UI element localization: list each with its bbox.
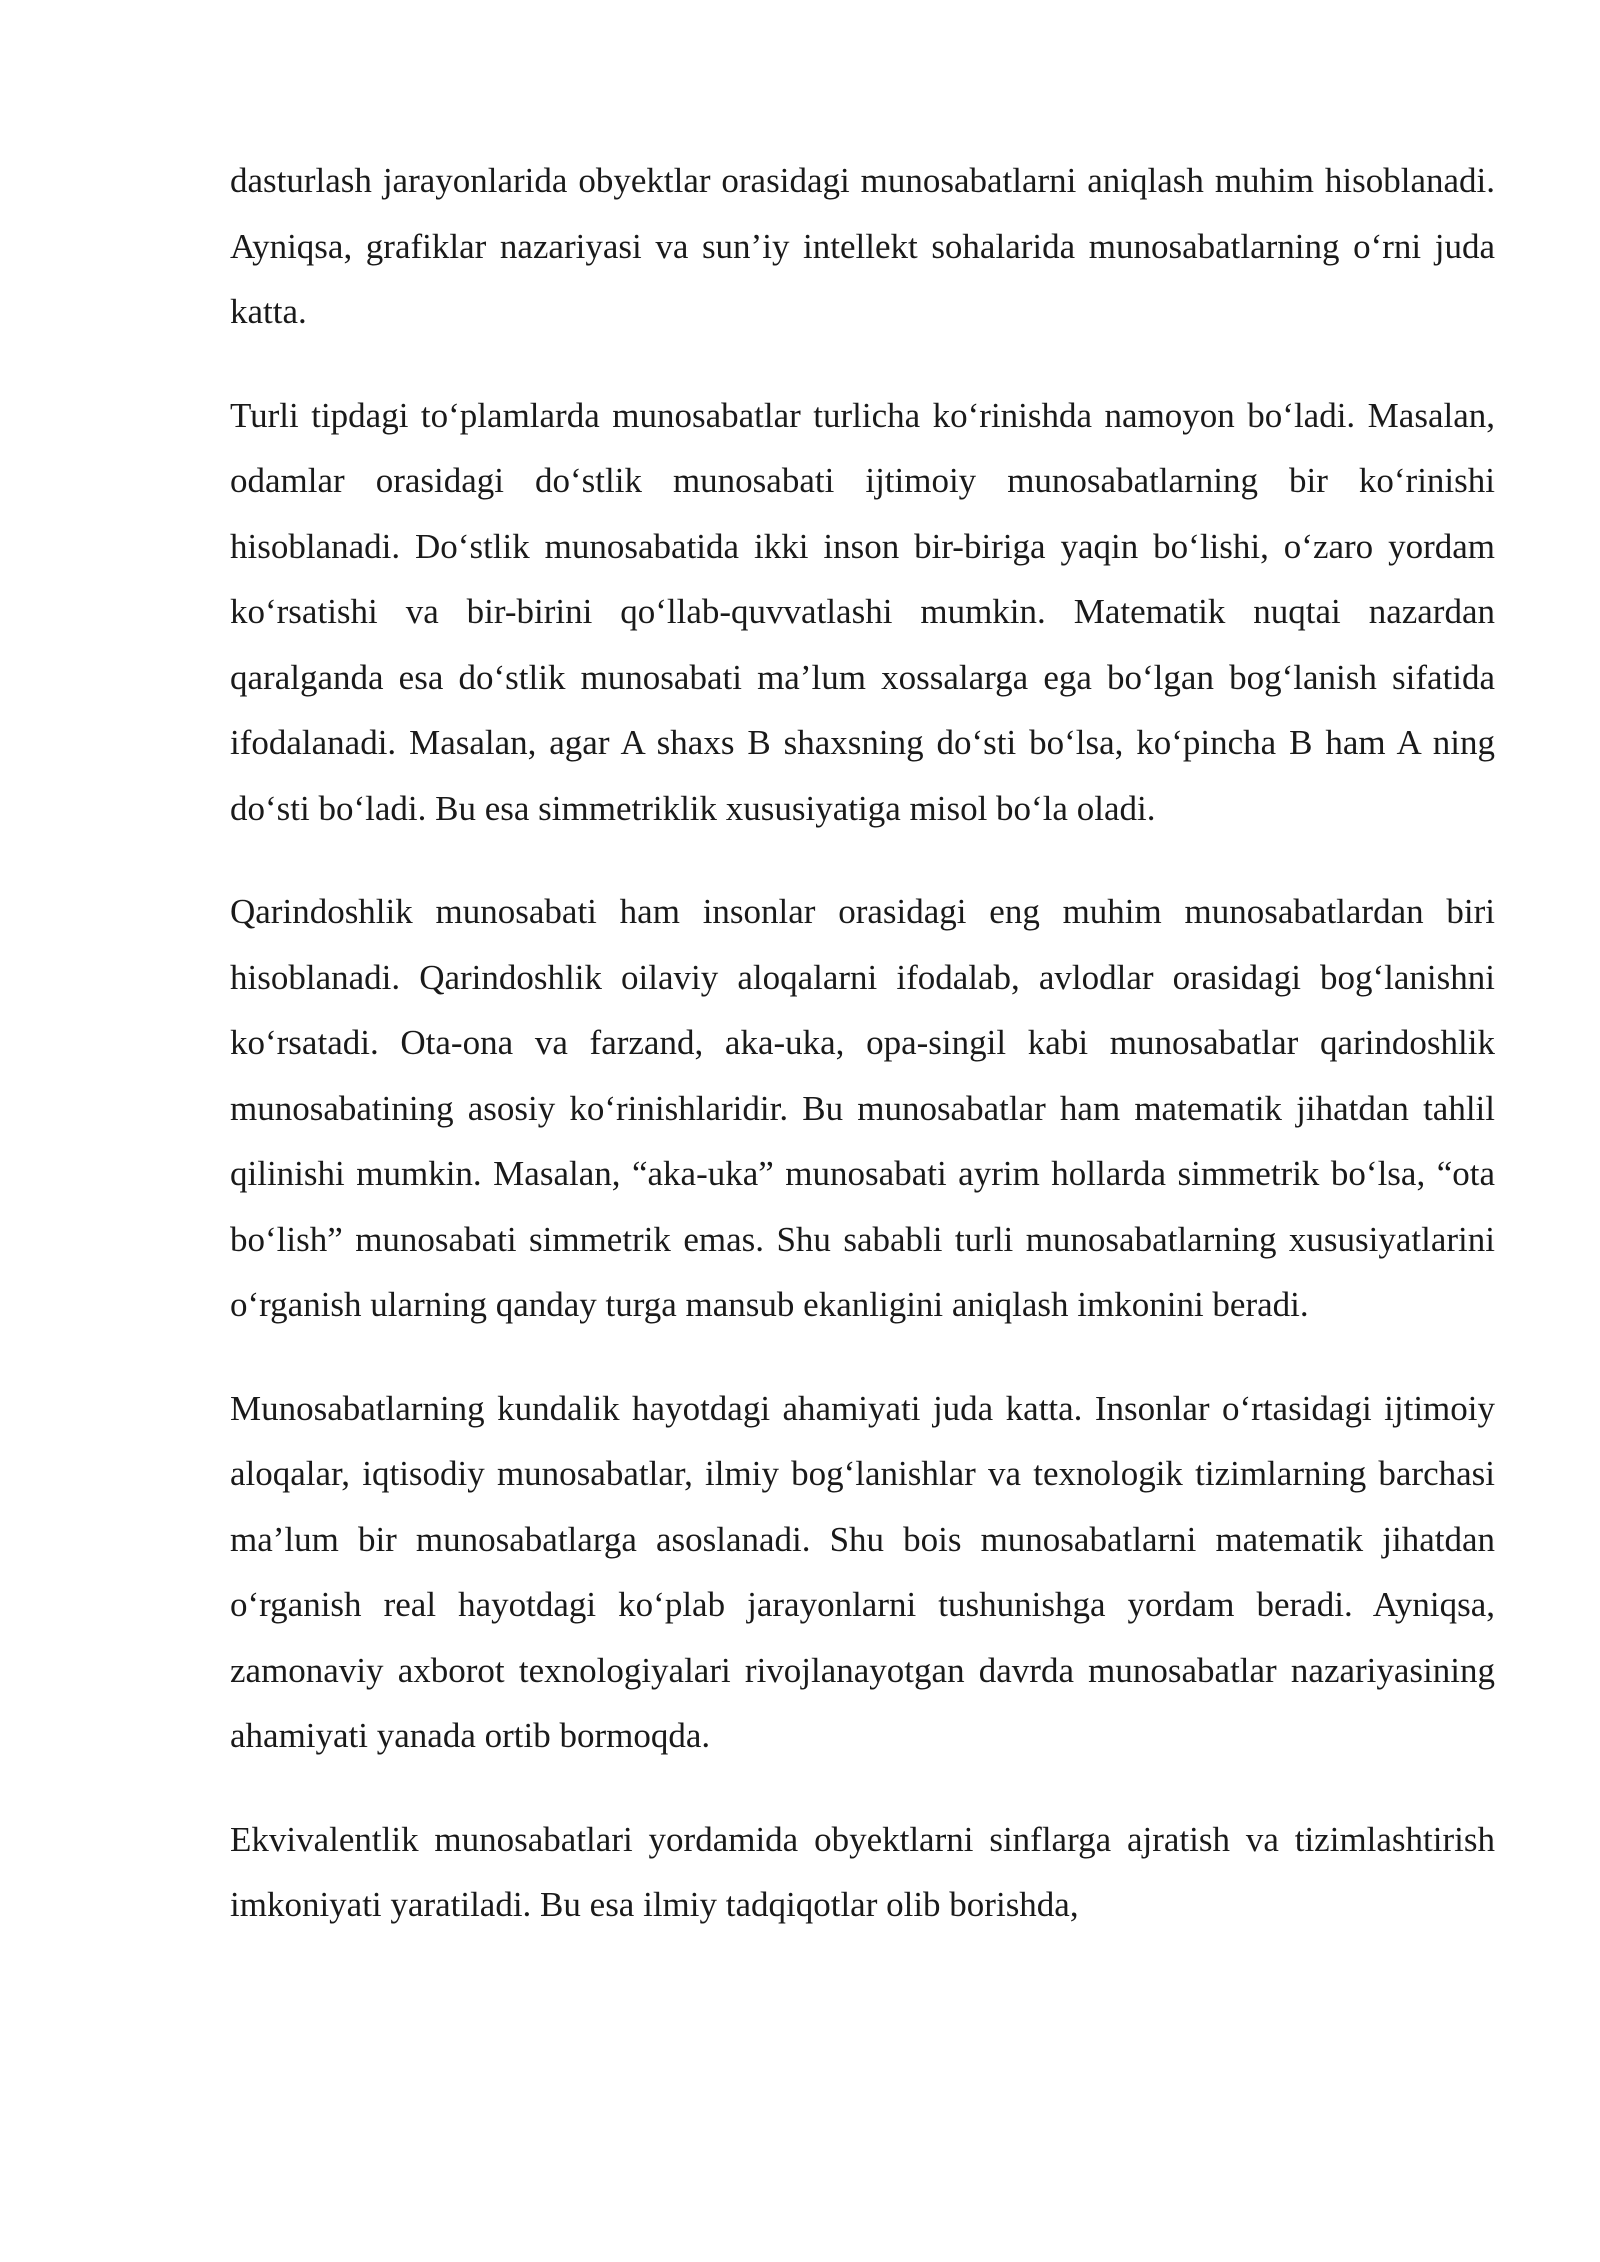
paragraph: Munosabatlarning kundalik hayotdagi ahamiyati juda katta. Insonlar o‘rtasidagi ijtimoiy aloqalar, iqtisodiy munosabatlar, ilmiy bog‘lanishlar va texnologik tizimlarning barchasi ma’lum bir munosabatlarga asoslanadi. Shu bois munosabatlarni matematik jihatdan o‘rganish real hayotdagi ko‘plab jarayonlarni tushunishga yordam beradi. Ayniqsa, zamonaviy axborot texnologiyalari rivojlanayotgan davrda munosabatlar nazariyasining ahamiyati yanada ortib bormoqda. [230, 1388, 1495, 1755]
paragraph: Ekvivalentlik munosabatlari yordamida obyektlarni sinflarga ajratish va tizimlashtirish imkoniyati yaratiladi. Bu esa ilmiy tadqiqotlar olib borishda, [230, 1819, 1495, 1924]
document-body [230, 148, 1495, 1938]
paragraph: Turli tipdagi to‘plamlarda munosabatlar turlicha ko‘rinishda namoyon bo‘ladi. Masalan, odamlar orasidagi do‘stlik munosabati ijtimoiy munosabatlarning bir ko‘rinishi hisoblanadi. Do‘stlik munosabatida ikki inson bir-biriga yaqin bo‘lishi, o‘zaro yordam ko‘rsatishi va bir-birini qo‘llab-quvvatlashi mumkin. Matematik nuqtai nazardan qaralganda esa do‘stlik munosabati ma’lum xossalarga ega bo‘lgan bog‘lanish sifatida ifodalanadi. Masalan, agar A shaxs B shaxsning do‘sti bo‘lsa, ko‘pincha B ham A ning do‘sti bo‘ladi. Bu esa simmetriklik xususiyatiga misol bo‘la oladi. [230, 395, 1495, 828]
paragraph: Qarindoshlik munosabati ham insonlar orasidagi eng muhim munosabatlardan biri hisoblanadi. Qarindoshlik oilaviy aloqalarni ifodalab, avlodlar orasidagi bog‘lanishni ko‘rsatadi. Ota-ona va farzand, aka-uka, opa-singil kabi munosabatlar qarindoshlik munosabatining asosiy ko‘rinishlaridir. Bu munosabatlar ham matematik jihatdan tahlil qilinishi mumkin. Masalan, “aka-uka” munosabati ayrim hollarda simmetrik bo‘lsa, “ota bo‘lish” munosabati simmetrik emas. Shu sababli turli munosabatlarning xususiyatlarini o‘rganish ularning qanday turga mansub ekanligini aniqlash imkonini beradi. [230, 892, 1495, 1324]
paragraph: dasturlash jarayonlarida obyektlar orasidagi munosabatlarni aniqlash muhim hisoblanadi. Ayniqsa, grafiklar nazariyasi va sun’iy intellekt sohalarida munosabatlarning o‘rni juda katta. [230, 161, 1495, 331]
